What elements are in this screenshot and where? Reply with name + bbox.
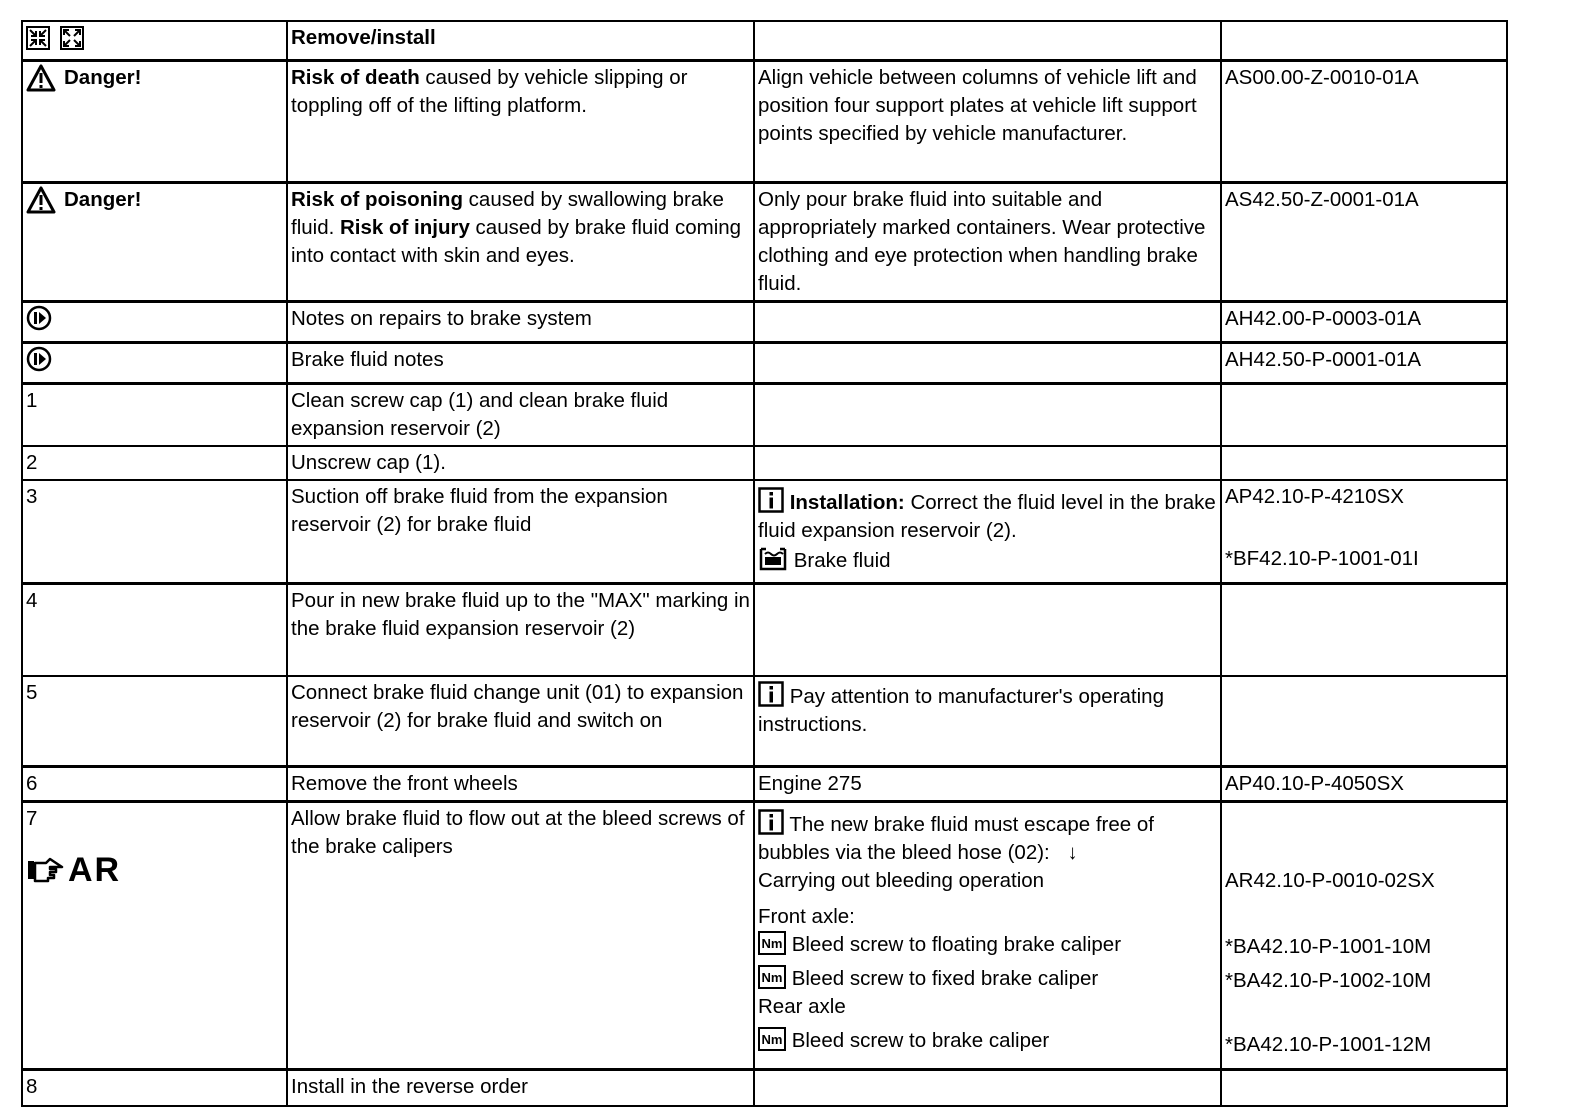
note-text: Notes on repairs to brake system: [287, 301, 754, 342]
step-number-cell: [22, 802, 287, 1070]
step-ref: *BF42.10-P-1001-01I: [1225, 546, 1419, 570]
step-empty: [1221, 676, 1507, 767]
step-text: Suction off brake fluid from the expansion reservoir (2) for brake fluid: [287, 480, 754, 584]
down-arrow-icon: ↓: [1067, 841, 1078, 864]
step-row: [22, 767, 1507, 802]
step-number: 1: [22, 383, 287, 446]
torque-ref: *BA42.10-P-1002-10M: [1225, 969, 1432, 992]
svg-text:Nm: Nm: [761, 970, 783, 985]
note-empty: [754, 301, 1221, 342]
step-info-cell: [754, 676, 1221, 767]
step-info-cell: [754, 802, 1221, 1070]
step-row: [22, 584, 1507, 676]
danger-measure: Only pour brake fluid into suitable and appropriately marked containers. Wear protective clothing and eye protection when handling brake fluid.: [754, 182, 1221, 301]
step-empty: [1221, 383, 1507, 446]
torque-ref: *BA42.10-P-1001-12M: [1225, 1033, 1432, 1056]
step-text: Unscrew cap (1).: [287, 446, 754, 480]
fluid-label: Brake fluid: [793, 548, 891, 572]
step-row: [22, 676, 1507, 767]
torque-spec: Bleed screw to fixed brake caliper: [791, 967, 1099, 990]
step-ref: AP42.10-P-4210SX: [1225, 484, 1404, 508]
step-empty: [1221, 584, 1507, 676]
step-text: Allow brake fluid to flow out at the bleed screws of the brake calipers: [287, 802, 754, 1070]
torque-ref: *BA42.10-P-1001-10M: [1225, 935, 1432, 958]
info-text: Pay attention to manufacturer's operating instructions.: [758, 684, 1164, 736]
danger-risk-cell: [287, 60, 754, 182]
procedure-table: [21, 20, 1508, 1107]
info-text: Correct the fluid level in the brake fluid expansion reservoir (2).: [758, 490, 1216, 542]
step-text: Install in the reverse order: [287, 1070, 754, 1106]
remove-icon: [26, 26, 50, 50]
step-row: [22, 802, 1507, 1070]
torque-icon: [758, 1027, 786, 1051]
notes-icon: [26, 346, 52, 372]
ar-label: AR: [68, 851, 122, 889]
svg-text:Nm: Nm: [761, 1032, 783, 1047]
danger-label: Danger!: [64, 65, 142, 89]
step-row: [22, 480, 1507, 584]
step-number: 8: [22, 1070, 287, 1106]
warning-triangle-icon: [26, 64, 56, 92]
header-icons-cell: [22, 21, 287, 60]
risk-bold-2: Risk of injury: [340, 215, 470, 239]
pointing-hand-icon: [26, 855, 64, 885]
step-info-cell: [754, 480, 1221, 584]
risk-bold: Risk of poisoning: [291, 187, 463, 211]
torque-icon: [758, 931, 786, 955]
ar-reference-marker: [26, 851, 122, 889]
step-text: Clean screw cap (1) and clean brake fluid expansion reservoir (2): [287, 383, 754, 446]
step-refs-cell: [1221, 480, 1507, 584]
header-empty-3: [754, 21, 1221, 60]
front-axle-label: Front axle:: [758, 905, 855, 928]
step-empty: [754, 584, 1221, 676]
danger-risk-cell: [287, 182, 754, 301]
danger-ref: AS00.00-Z-0010-01A: [1221, 60, 1507, 182]
step-empty: [754, 1070, 1221, 1106]
step-empty: [754, 446, 1221, 480]
risk-text: caused by swallowing brake fluid.: [291, 187, 724, 239]
step-refs-cell: [1221, 802, 1507, 1070]
info-icon: [758, 681, 784, 707]
risk-bold: Risk of death: [291, 65, 420, 89]
info-text: The new brake fluid must escape free of bubbles via the bleed hose (02):: [758, 813, 1154, 864]
danger-row: [22, 182, 1507, 301]
warning-triangle-icon: [26, 186, 56, 214]
info-bold: Installation:: [789, 490, 905, 514]
note-icon-cell: [22, 342, 287, 383]
note-icon-cell: [22, 301, 287, 342]
note-row: [22, 301, 1507, 342]
header-title: Remove/install: [287, 21, 754, 60]
header-empty-4: [1221, 21, 1507, 60]
step-row: [22, 383, 1507, 446]
bleeding-ref: AR42.10-P-0010-02SX: [1225, 869, 1435, 892]
danger-ref: AS42.50-Z-0001-01A: [1221, 182, 1507, 301]
step-text: Connect brake fluid change unit (01) to expansion reservoir (2) for brake fluid and switch on: [287, 676, 754, 767]
danger-label-cell: [22, 60, 287, 182]
torque-spec: Bleed screw to brake caliper: [791, 1029, 1050, 1052]
step-note: Engine 275: [754, 767, 1221, 802]
note-ref: AH42.50-P-0001-01A: [1221, 342, 1507, 383]
note-text: Brake fluid notes: [287, 342, 754, 383]
bleeding-operation: Carrying out bleeding operation: [758, 869, 1045, 892]
step-number: 3: [22, 480, 287, 584]
step-ref: AP40.10-P-4050SX: [1221, 767, 1507, 802]
danger-measure: Align vehicle between columns of vehicle lift and position four support plates at vehicle lift support points specified by vehicle manufacturer.: [754, 60, 1221, 182]
header-row: [22, 21, 1507, 60]
danger-label-cell: [22, 182, 287, 301]
step-number: 6: [22, 767, 287, 802]
step-row: [22, 446, 1507, 480]
step-number: 4: [22, 584, 287, 676]
note-empty: [754, 342, 1221, 383]
step-number: 5: [22, 676, 287, 767]
step-row: [22, 1070, 1507, 1106]
note-row: [22, 342, 1507, 383]
info-icon: [758, 809, 784, 835]
torque-spec: Bleed screw to floating brake caliper: [791, 933, 1122, 956]
risk-text: caused by vehicle slipping or toppling off of the lifting platform.: [291, 65, 688, 117]
step-empty: [1221, 446, 1507, 480]
danger-row: [22, 60, 1507, 182]
risk-text-2: caused by brake fluid coming into contact with skin and eyes.: [291, 215, 742, 267]
step-text: Remove the front wheels: [287, 767, 754, 802]
svg-text:Nm: Nm: [761, 936, 783, 951]
notes-icon: [26, 305, 52, 331]
step-number: 2: [22, 446, 287, 480]
danger-label: Danger!: [64, 187, 142, 211]
step-number: 7: [26, 807, 38, 830]
step-text: Pour in new brake fluid up to the "MAX" marking in the brake fluid expansion reservoir (2): [287, 584, 754, 676]
rear-axle-label: Rear axle: [758, 995, 846, 1018]
note-ref: AH42.00-P-0003-01A: [1221, 301, 1507, 342]
fluid-container-icon: [758, 545, 788, 571]
step-empty: [1221, 1070, 1507, 1106]
torque-icon: [758, 965, 786, 989]
info-icon: [758, 487, 784, 513]
install-icon: [60, 26, 84, 50]
step-empty: [754, 383, 1221, 446]
